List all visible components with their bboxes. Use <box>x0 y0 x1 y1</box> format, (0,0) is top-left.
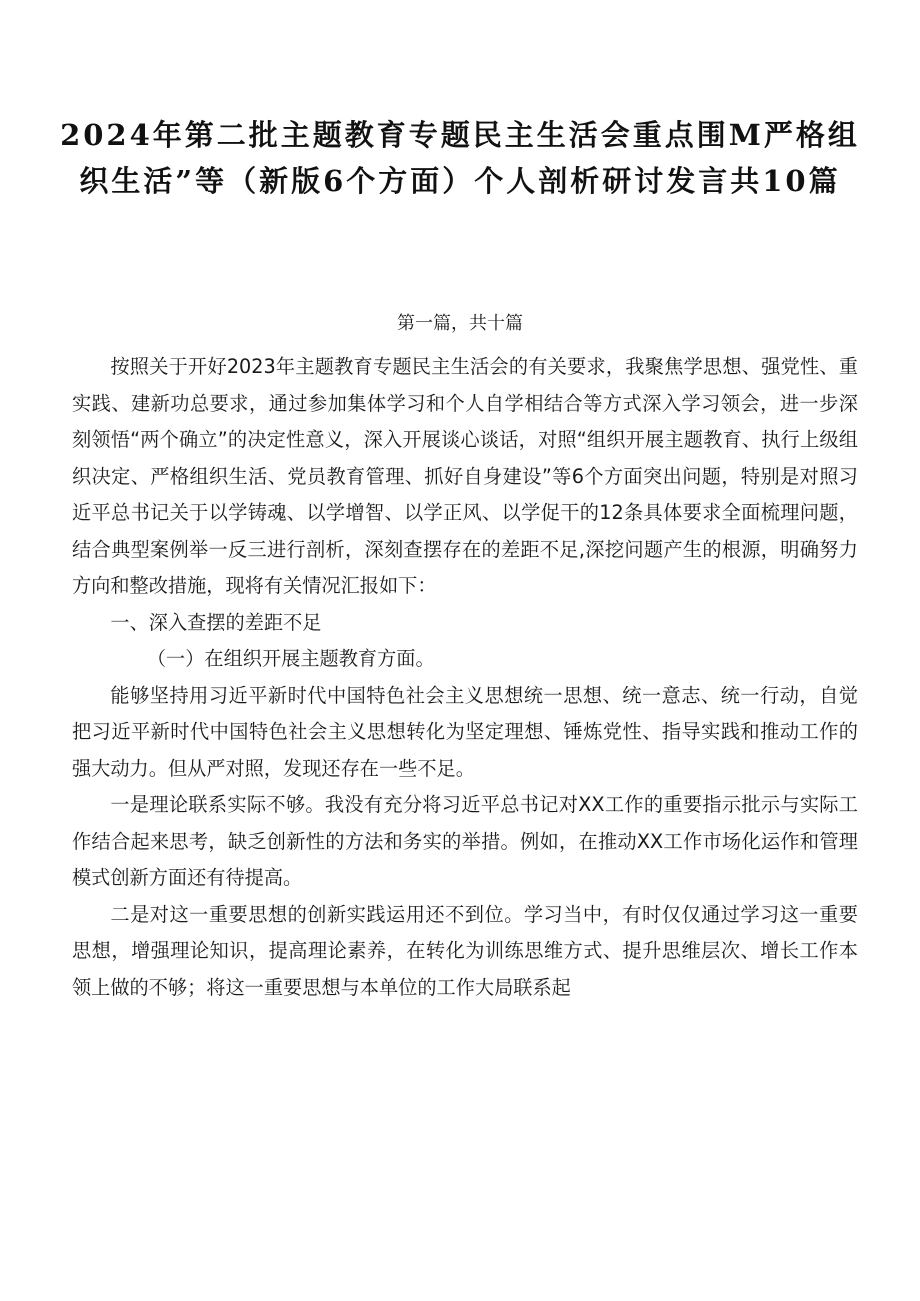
paragraph-intro: 按照关于开好2023年主题教育专题民主生活会的有关要求，我聚焦学思想、强党性、重实践、建新功总要求，通过参加集体学习和个人自学相结合等方式深入学习领会，进一步深刻领悟“两个确立”的决定性意义，深入开展谈心谈话，对照“组织开展主题教育、执行上级组织决定、严格组织生活、党员教育管理、抓好自身建设”等6个方面突出问题，特别是对照习近平总书记关于以学铸魂、以学增智、以学正风、以学促干的12条具体要求全面梳理问题，结合典型案例举一反三进行剖析，深刻查摆存在的差距不足,深挖问题产生的根源，明确努力方向和整改措施，现将有关情况汇报如下： <box>72 355 858 597</box>
document-subtitle: 第一篇，共十篇 <box>397 313 523 334</box>
section-heading: 一、深入查摆的差距不足 <box>110 610 322 634</box>
paragraph-overview: 能够坚持用习近平新时代中国特色社会主义思想统一思想、统一意志、统一行动，自觉把习近平新时代中国特色社会主义思想转化为坚定理想、锤炼党性、指导实践和推动工作的强大动力。但从严对照，发现还存在一些不足。 <box>72 683 858 780</box>
document-body <box>72 349 858 1006</box>
paragraph-issue-two: 二是对这一重要思想的创新实践运用还不到位。学习当中，有时仅仅通过学习这一重要思想，增强理论知识，提高理论素养，在转化为训练思维方式、提升思维层次、增长工作本领上做的不够；将这一重要思想与本单位的工作大局联系起 <box>72 902 858 999</box>
subsection-heading: （一）在组织开展主题教育方面。 <box>146 647 435 670</box>
paragraph-issue-one: 一是理论联系实际不够。我没有充分将习近平总书记对XX工作的重要指示批示与实际工作结合起来思考，缺乏创新性的方法和务实的举措。例如，在推动XX工作市场化运作和管理模式创新方面还有待提高。 <box>72 793 858 889</box>
document-title: 2024年第二批主题教育专题民主生活会重点围M严格组织生活”等（新版6个方面）个人剖析研讨发言共10篇 <box>60 118 860 198</box>
